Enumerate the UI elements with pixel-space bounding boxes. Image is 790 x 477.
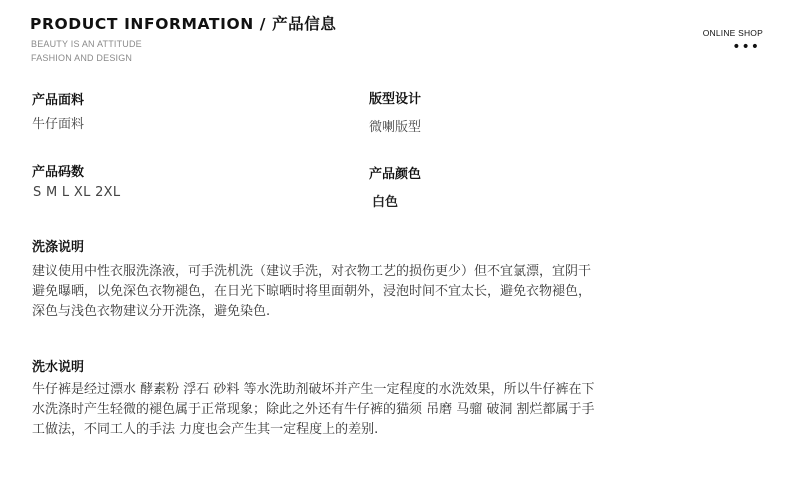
fabric-value: 牛仔面料 <box>32 117 85 132</box>
washing-line: 避免曝晒，以免深色衣物褪色，在日光下晾晒时将里面朝外，浸泡时间不宜太长，避免衣物褪色， <box>32 284 592 299</box>
color-label: 产品颜色 <box>369 167 422 182</box>
water-wash-line: 牛仔裤是经过漂水 酵素粉 浮石 砂料 等水洗助剂破坏并产生一定程度的水洗效果，所以牛仔裤在下 <box>32 382 595 397</box>
water-wash-title: 洗水说明 <box>32 360 85 375</box>
design-value: 微喇版型 <box>369 120 422 135</box>
water-wash-paragraph <box>32 380 762 440</box>
washing-title: 洗涤说明 <box>32 240 85 255</box>
water-wash-line: 工做法，不同工人的手法 力度也会产生其一定程度上的差别. <box>32 422 379 437</box>
design-label: 版型设计 <box>369 92 422 107</box>
size-value: S M L XL 2XL <box>33 185 121 200</box>
fabric-label: 产品面料 <box>32 93 85 108</box>
water-wash-line: 水洗涤时产生轻微的褪色属于正常现象；除此之外还有牛仔裤的猫须 吊磨 马骝 破洞 割烂都属于手 <box>32 402 595 417</box>
tagline-line-1: BEAUTY IS AN ATTITUDE <box>31 39 142 49</box>
washing-line: 建议使用中性衣服洗涤液，可手洗机洗（建议手洗，对衣物工艺的损伤更少）但不宜氯漂，宜阴干 <box>32 264 592 279</box>
page-title: PRODUCT INFORMATION / 产品信息 <box>30 15 337 33</box>
size-label: 产品码数 <box>32 165 85 180</box>
tagline-line-2: FASHION AND DESIGN <box>31 53 133 63</box>
washing-line: 深色与浅色衣物建议分开洗涤，避免染色. <box>32 304 271 319</box>
color-value: 白色 <box>372 195 399 210</box>
more-dots-icon: ••• <box>732 39 760 55</box>
washing-paragraph <box>32 262 762 322</box>
online-shop-label: ONLINE SHOP <box>702 28 763 38</box>
